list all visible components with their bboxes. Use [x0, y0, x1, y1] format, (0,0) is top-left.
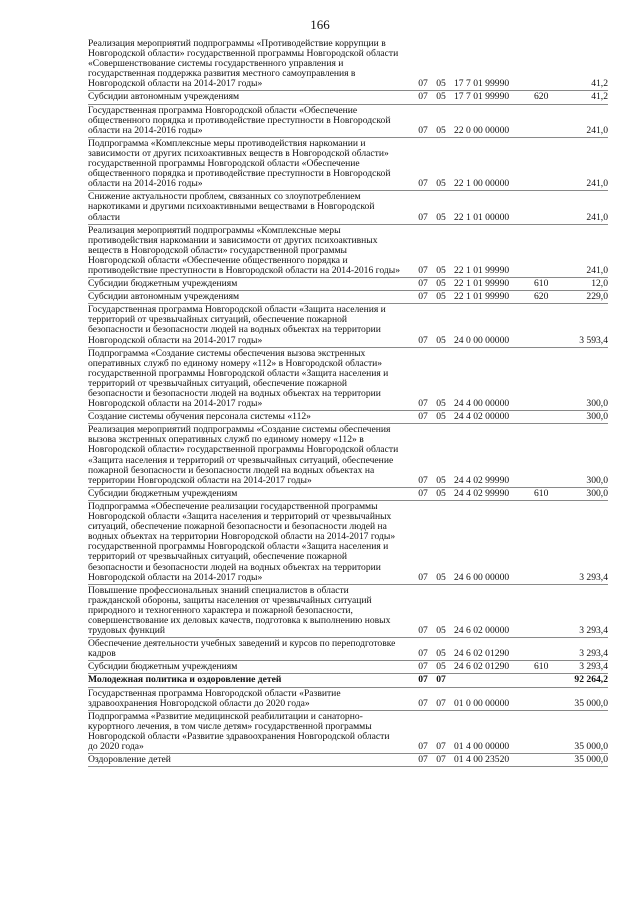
row-expense-type	[534, 223, 558, 224]
row-amount: 35 000,0	[574, 754, 608, 766]
row-expense-type	[534, 752, 558, 753]
row-target-article: 17 7 01 99990	[454, 78, 510, 90]
row-subsection: 05	[436, 661, 446, 673]
row-section: 07	[418, 91, 428, 103]
row-subsection: 05	[436, 571, 446, 583]
row-subsection: 07	[436, 697, 446, 709]
row-target-article: 24 4 02 99990	[454, 487, 510, 499]
row-subsection: 05	[436, 625, 446, 637]
row-amount: 3 593,4	[579, 334, 608, 346]
table-row	[88, 225, 608, 278]
row-amount: 300,0	[586, 411, 608, 423]
row-section: 07	[418, 398, 428, 410]
row-expense-type	[534, 276, 558, 277]
row-target-article: 22 1 01 99990	[454, 278, 510, 290]
table-row	[88, 291, 608, 304]
row-expense-type	[534, 686, 558, 687]
page-number: 166	[310, 17, 330, 32]
table-row	[88, 304, 608, 347]
row-section: 07	[418, 487, 428, 499]
row-target-article: 24 4 00 00000	[454, 398, 510, 410]
row-name: Реализация мероприятий подпрограммы «Создание системы обеспечения вызова экстренных оперативных служб по единому номеру «112» в Новгородской области» государственной программы Новгородской области «Защита населения и территорий от чрезвычайных ситуаций, обеспечение пожарной безопасности и безопасности людей на водных объектах на территории Новгородской области на 2014-2017 годы»	[88, 424, 399, 486]
table-row	[88, 278, 608, 291]
row-section: 07	[418, 674, 428, 686]
row-name: Подпрограмма «Обеспечение реализации государственной программы Новгородской области «Защита населения и территорий от чрезвычайных ситуаций, обеспечение пожарной безопасности и безопасности людей на водных объектах на территории Новгородской области на 2014-2017 годы» государственной программы Новгородской области «Защита населения и территорий от чрезвычайных ситуаций, обеспечение пожарной безопасности и безопасности людей на водных объектах на территории Новгородской области на 2014-2017 годы»	[88, 500, 396, 583]
row-section: 07	[418, 661, 428, 673]
row-amount: 92 264,2	[574, 674, 608, 686]
row-name: Реализация мероприятий подпрограммы «Комплексные меры противодействия наркомании и зависимости от других психоактивных веществ в Новгородской области» государственной программы Новгородской области «Обеспечение общественного порядка и противодействие преступности в Новгородской области на 2014-2016 годы»	[88, 224, 400, 276]
row-section: 07	[418, 741, 428, 752]
row-expense-type	[534, 583, 558, 584]
row-subsection: 05	[436, 487, 446, 499]
row-expense-type	[534, 409, 558, 410]
row-amount: 300,0	[586, 398, 608, 410]
row-amount: 3 293,4	[579, 571, 608, 583]
row-amount: 3 293,4	[579, 625, 608, 637]
row-amount: 241,0	[586, 264, 608, 276]
row-subsection: 05	[436, 334, 446, 346]
row-name: Молодежная политика и оздоровление детей	[88, 674, 282, 686]
row-subsection: 05	[436, 474, 446, 486]
row-target-article: 24 0 00 00000	[454, 334, 510, 346]
row-section: 07	[418, 474, 428, 486]
table-row	[88, 688, 608, 711]
row-subsection: 05	[436, 178, 446, 190]
row-subsection: 05	[436, 211, 446, 223]
row-section: 07	[418, 754, 428, 766]
row-expense-type	[534, 709, 558, 710]
row-subsection: 05	[436, 264, 446, 276]
row-target-article: 24 6 02 01290	[454, 648, 510, 660]
row-expense-type: 610	[534, 487, 549, 499]
row-amount: 300,0	[586, 487, 608, 499]
row-section: 07	[418, 291, 428, 303]
row-target-article: 01 4 00 23520	[454, 754, 510, 766]
row-target-article: 24 6 00 00000	[454, 571, 510, 583]
row-section: 07	[418, 78, 428, 90]
row-amount: 300,0	[586, 474, 608, 486]
row-expense-type: 620	[534, 91, 549, 103]
table-row	[88, 585, 608, 638]
row-expense-type	[534, 636, 558, 637]
row-section: 07	[418, 334, 428, 346]
row-subsection: 05	[436, 278, 446, 290]
row-amount: 229,0	[586, 291, 608, 303]
row-subsection: 05	[436, 648, 446, 660]
table-row	[88, 501, 608, 585]
row-target-article: 22 1 01 99990	[454, 291, 510, 303]
row-expense-type: 610	[534, 278, 549, 290]
row-expense-type: 610	[534, 661, 549, 673]
row-name: Повышение профессиональных знаний специалистов в области гражданской обороны, защиты населения от чрезвычайных ситуаций природного и техногенного характера и пожарной безопасности, совершенствование их деловых качеств, подготовка к выполнению новых трудовых функций	[88, 584, 391, 637]
row-name: Субсидии бюджетным учреждениям	[88, 487, 238, 499]
row-expense-type	[534, 346, 558, 347]
row-name: Субсидии автономным учреждениям	[88, 291, 240, 303]
row-amount: 41,2	[591, 78, 608, 90]
row-amount: 41,2	[591, 91, 608, 103]
row-name: Оздоровление детей	[88, 754, 171, 766]
row-expense-type	[534, 422, 558, 423]
row-target-article: 22 1 00 00000	[454, 178, 510, 190]
row-name: Субсидии бюджетным учреждениям	[88, 661, 238, 673]
row-subsection: 05	[436, 91, 446, 103]
row-subsection: 07	[436, 741, 446, 752]
row-section: 07	[418, 124, 428, 136]
row-expense-type	[534, 486, 558, 487]
row-amount: 35 000,0	[574, 741, 608, 752]
table-row	[88, 411, 608, 424]
row-target-article: 24 4 02 99990	[454, 474, 510, 486]
row-subsection: 07	[436, 674, 446, 686]
row-subsection: 05	[436, 291, 446, 303]
row-expense-type	[534, 136, 558, 137]
row-name: Снижение актуальности проблем, связанных со злоупотреблением наркотиками и другими психоактивными веществами в Новгородской области	[88, 191, 375, 223]
row-subsection: 05	[436, 411, 446, 423]
row-expense-type: 620	[534, 291, 549, 303]
row-name: Подпрограмма «Развитие медицинской реабилитации и санаторно-курортного лечения, в том числе детям» государственной программы Новгородской области «Развитие здравоохранения Новгородской области до 2020 года»	[88, 710, 390, 752]
row-amount: 241,0	[586, 124, 608, 136]
row-section: 07	[418, 697, 428, 709]
row-amount: 241,0	[586, 178, 608, 190]
row-name: Государственная программа Новгородской области «Обеспечение общественного порядка и противодействие преступности в Новгородской области на 2014-2016 годы»	[88, 104, 391, 136]
row-subsection: 05	[436, 124, 446, 136]
row-target-article: 22 1 01 99990	[454, 264, 510, 276]
table-row	[88, 138, 608, 191]
row-name: Государственная программа Новгородской области «Защита населения и территорий от чрезвычайных ситуаций, обеспечение пожарной безопасности и безопасности людей на водных объектах на территории Новгородской области на 2014-2017 годы»	[88, 304, 386, 346]
row-target-article: 24 6 02 01290	[454, 661, 510, 673]
row-subsection: 05	[436, 398, 446, 410]
table-row	[88, 661, 608, 674]
row-target-article: 24 6 02 00000	[454, 625, 510, 637]
table-row	[88, 348, 608, 412]
row-section: 07	[418, 264, 428, 276]
row-amount: 35 000,0	[574, 697, 608, 709]
table-row	[88, 488, 608, 501]
row-subsection: 07	[436, 754, 446, 766]
table-row	[88, 754, 608, 767]
table-row	[88, 711, 608, 754]
row-expense-type	[534, 765, 558, 766]
table-row	[88, 674, 608, 687]
row-name: Государственная программа Новгородской области «Развитие здравоохранения Новгородской области до 2020 года»	[88, 687, 341, 709]
row-section: 07	[418, 648, 428, 660]
row-name: Подпрограмма «Комплексные меры противодействия наркомании и зависимости от других психоактивных веществ в Новгородской области» государственной программы Новгородской области «Обеспечение общественного порядка и противодействие преступности в Новгородской области на 2014-2016 годы»	[88, 137, 391, 190]
row-amount: 3 293,4	[579, 648, 608, 660]
row-section: 07	[418, 625, 428, 637]
row-amount: 3 293,4	[579, 661, 608, 673]
row-name: Реализация мероприятий подпрограммы «Противодействие коррупции в Новгородской области» государственной программы Новгородской области «Совершенствование системы государственного управления и государственная поддержка развития местного самоуправления в Новгородской области на 2014-2017 годы»	[88, 38, 399, 90]
row-expense-type	[534, 189, 558, 190]
row-name: Создание системы обучения персонала системы «112»	[88, 411, 311, 423]
table-row	[88, 638, 608, 661]
row-target-article: 01 4 00 00000	[454, 741, 510, 752]
row-amount: 241,0	[586, 211, 608, 223]
row-name: Субсидии бюджетным учреждениям	[88, 278, 238, 290]
row-target-article	[450, 686, 534, 687]
row-subsection: 05	[436, 78, 446, 90]
row-expense-type	[534, 659, 558, 660]
row-section: 07	[418, 178, 428, 190]
row-target-article: 24 4 02 00000	[454, 411, 510, 423]
table-row	[88, 38, 608, 91]
row-name: Субсидии автономным учреждениям	[88, 91, 240, 103]
row-section: 07	[418, 571, 428, 583]
budget-table	[88, 38, 608, 767]
row-target-article: 22 1 01 00000	[454, 211, 510, 223]
row-section: 07	[418, 211, 428, 223]
row-amount: 12,0	[591, 278, 608, 290]
table-row	[88, 424, 608, 488]
row-section: 07	[418, 278, 428, 290]
table-row	[88, 191, 608, 224]
row-target-article: 22 0 00 00000	[454, 124, 510, 136]
table-row	[88, 105, 608, 138]
row-name: Подпрограмма «Создание системы обеспечения вызова экстренных оперативных служб по единому номеру «112» в Новгородской области» государственной программы Новгородской области «Защита населения и территорий от чрезвычайных ситуаций, обеспечение пожарной безопасности и безопасности людей на водных объектах на территории Новгородской области на 2014-2017 годы»	[88, 347, 389, 410]
row-name: Обеспечение деятельности учебных заведений и курсов по переподготовке кадров	[88, 638, 396, 660]
table-row	[88, 91, 608, 104]
row-expense-type	[534, 89, 558, 90]
row-section: 07	[418, 411, 428, 423]
row-target-article: 01 0 00 00000	[454, 697, 510, 709]
row-target-article: 17 7 01 99990	[454, 91, 510, 103]
